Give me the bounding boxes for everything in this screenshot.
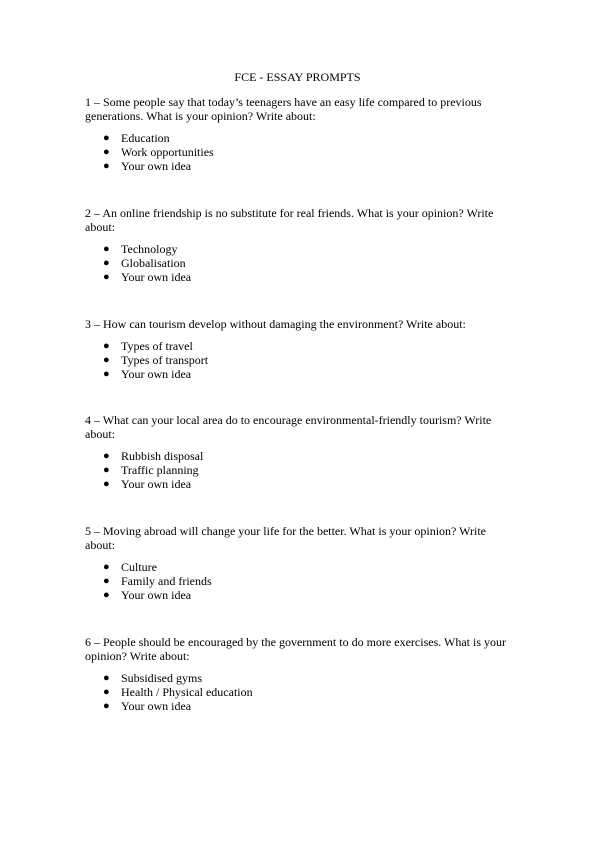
bullet-text: Education [121, 131, 170, 145]
bullet-item [85, 271, 515, 285]
prompt-question: 2 – An online friendship is no substitute for real friends. What is your opinion? Write about: [85, 206, 494, 234]
bullet-text: Your own idea [121, 158, 192, 173]
bullet-icon: ● [103, 340, 110, 352]
bullet-icon: ● [103, 672, 110, 684]
bullet-icon: ● [103, 256, 110, 269]
bullet-text: Types of travel [121, 339, 193, 353]
bullet-item [85, 368, 515, 382]
page-title: FCE - ESSAY PROMPTS [234, 70, 361, 84]
bullet-text: Culture [121, 560, 157, 574]
bullet-item [85, 243, 515, 257]
bullet-item [85, 160, 515, 174]
bullet-icon: ● [103, 463, 110, 476]
bullet-icon: ● [103, 243, 110, 255]
bullet-text: Health / Physical education [121, 684, 253, 699]
bullet-text: Your own idea [121, 476, 192, 491]
bullet-icon: ● [103, 270, 110, 283]
essay-prompt-1 [85, 95, 515, 173]
bullet-icon: ● [103, 574, 110, 587]
bullet-icon: ● [103, 132, 110, 144]
bullet-item [85, 686, 515, 700]
bullet-icon: ● [103, 588, 110, 601]
bullet-text: Work opportunities [121, 144, 214, 159]
bullet-item [85, 672, 515, 686]
bullet-icon: ● [103, 450, 110, 462]
bullet-item [85, 450, 515, 464]
bullet-text: Your own idea [121, 269, 192, 284]
bullet-text: Technology [121, 242, 178, 256]
bullet-icon: ● [103, 561, 110, 573]
essay-prompt-3 [85, 317, 515, 381]
prompt-bullet-list [85, 340, 515, 381]
prompt-bullet-list [85, 672, 515, 713]
bullet-text: Your own idea [121, 366, 192, 381]
bullet-item [85, 257, 515, 271]
prompt-bullet-list [85, 561, 515, 602]
bullet-item [85, 575, 515, 589]
bullet-item [85, 354, 515, 368]
bullet-item [85, 146, 515, 160]
essay-prompt-2 [85, 206, 515, 284]
bullet-text: Your own idea [121, 698, 192, 713]
bullet-item [85, 464, 515, 478]
prompt-bullet-list [85, 132, 515, 173]
bullet-text: Family and friends [121, 573, 212, 588]
prompt-question: 5 – Moving abroad will change your life for the better. What is your opinion? Write about: [85, 524, 486, 552]
bullet-icon: ● [103, 477, 110, 490]
bullet-text: Subsidised gyms [121, 671, 203, 685]
bullet-icon: ● [103, 353, 110, 366]
prompt-question: 1 – Some people say that today’s teenagers have an easy life compared to previous generations. What is your opinion? Write about: [85, 95, 482, 123]
prompt-bullet-list [85, 243, 515, 284]
bullet-item [85, 340, 515, 354]
essay-prompt-6 [85, 635, 515, 713]
prompt-question: 3 – How can tourism develop without damaging the environment? Write about: [85, 317, 466, 331]
bullet-text: Globalisation [121, 255, 186, 270]
essay-prompt-5 [85, 524, 515, 602]
bullet-icon: ● [103, 145, 110, 158]
bullet-text: Your own idea [121, 587, 192, 602]
bullet-text: Traffic planning [121, 462, 199, 477]
prompt-bullet-list [85, 450, 515, 491]
bullet-item [85, 589, 515, 603]
bullet-icon: ● [103, 699, 110, 712]
bullet-icon: ● [103, 685, 110, 698]
prompt-question: 6 – People should be encouraged by the government to do more exercises. What is your opinion? Write about: [85, 635, 507, 663]
essay-prompt-4 [85, 413, 515, 491]
bullet-icon: ● [103, 367, 110, 380]
bullet-item [85, 478, 515, 492]
bullet-text: Rubbish disposal [121, 449, 204, 463]
bullet-item [85, 132, 515, 146]
bullet-icon: ● [103, 159, 110, 172]
bullet-text: Types of transport [121, 352, 209, 367]
bullet-item [85, 561, 515, 575]
bullet-item [85, 700, 515, 714]
prompt-question: 4 – What can your local area do to encourage environmental-friendly tourism? Write about: [85, 413, 492, 441]
